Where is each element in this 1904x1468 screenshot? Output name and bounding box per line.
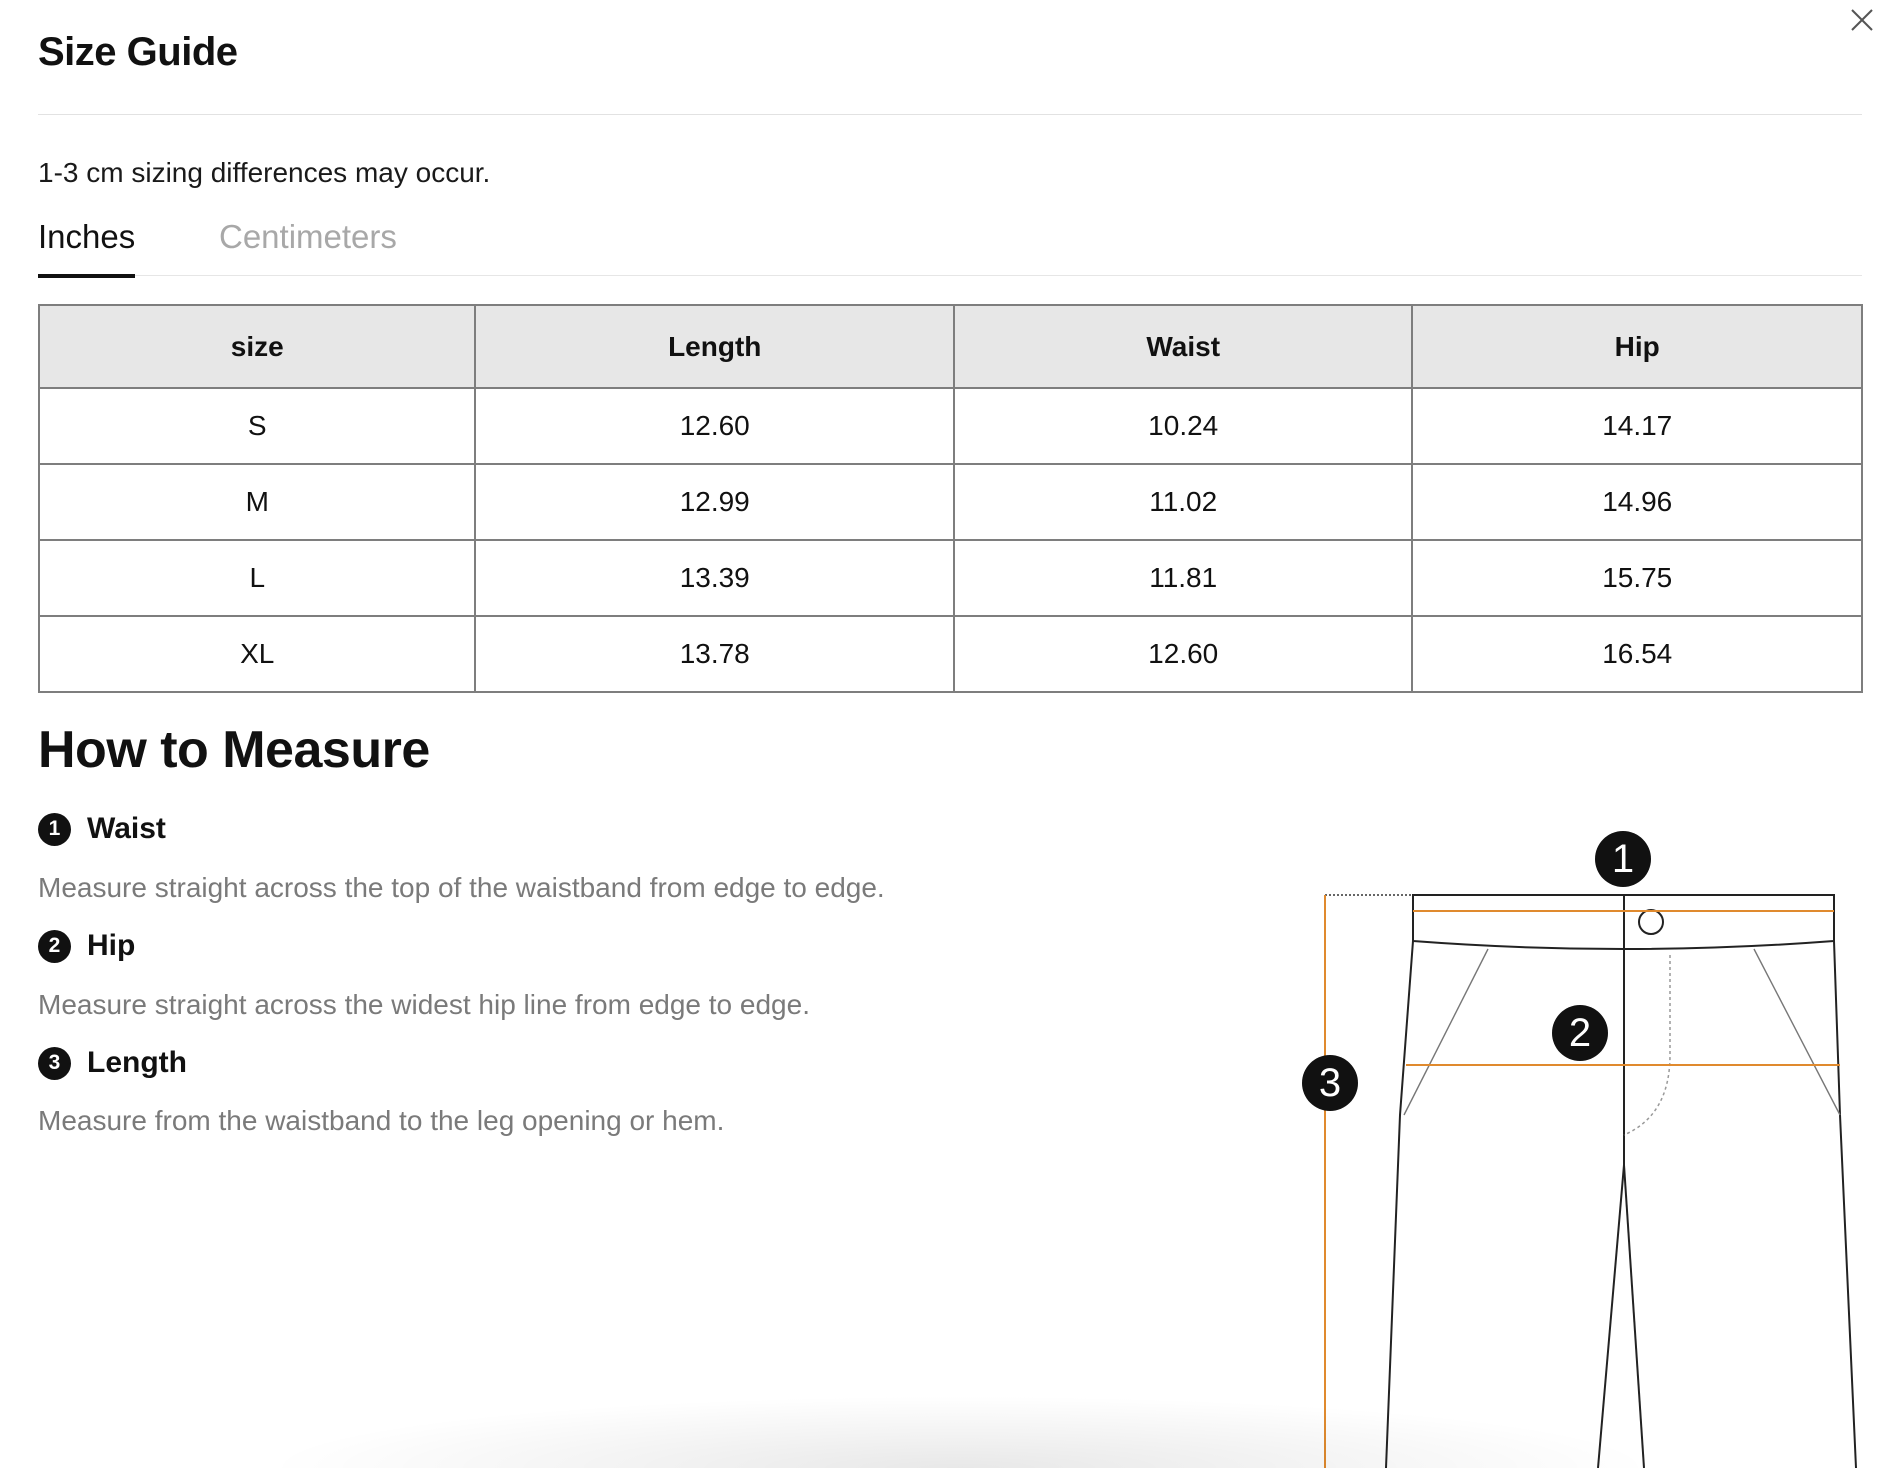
svg-text:2: 2 [1568,1011,1592,1055]
divider [38,114,1862,115]
table-cell: 12.60 [954,616,1412,692]
table-cell: 14.17 [1412,388,1862,464]
step-number-badge: 3 [38,1047,71,1080]
table-cell: 16.54 [1412,616,1862,692]
column-header: Hip [1412,305,1862,388]
step-label: Waist [87,812,166,845]
table-cell: 11.02 [954,464,1412,540]
table-cell: 13.78 [475,616,953,692]
table-cell: 10.24 [954,388,1412,464]
column-header: Waist [954,305,1412,388]
close-icon [1848,6,1876,34]
sizing-note: 1-3 cm sizing differences may occur. [38,157,491,188]
step-label: Length [87,1046,187,1079]
table-cell: 13.39 [475,540,953,616]
table-header-row [39,305,1862,388]
step-description: Measure straight across the top of the waistband from edge to edge. [38,872,885,903]
step-description: Measure from the waistband to the leg opening or hem. [38,1105,725,1136]
how-to-measure-title: How to Measure [38,721,430,779]
step-hip [38,929,135,963]
table-row [39,616,1862,692]
table-cell: 14.96 [1412,464,1862,540]
marker-1 [1595,831,1651,887]
step-description: Measure straight across the widest hip line from edge to edge. [38,989,810,1020]
svg-text:3: 3 [1318,1061,1342,1105]
table-cell: 11.81 [954,540,1412,616]
close-button[interactable] [1848,6,1876,34]
table-cell: 15.75 [1412,540,1862,616]
tab-inches[interactable]: Inches [38,218,135,276]
marker-2 [1552,1005,1608,1061]
table-cell: L [39,540,475,616]
svg-text:1: 1 [1611,837,1635,881]
table-row [39,464,1862,540]
step-waist [38,812,166,846]
step-label: Hip [87,929,136,962]
step-number-badge: 1 [38,813,71,846]
table-cell: XL [39,616,475,692]
pants-measurement-diagram [1260,815,1860,1468]
dialog-title: Size Guide [38,30,238,74]
step-number-badge: 2 [38,930,71,963]
table-cell: 12.99 [475,464,953,540]
table-cell: M [39,464,475,540]
table-cell: S [39,388,475,464]
size-table [38,304,1863,693]
table-row [39,388,1862,464]
table-row [39,540,1862,616]
unit-tabs [38,218,1862,276]
table-cell: 12.60 [475,388,953,464]
marker-3 [1302,1055,1358,1111]
column-header: size [39,305,475,388]
column-header: Length [475,305,953,388]
step-length [38,1046,187,1080]
tab-centimeters[interactable]: Centimeters [219,218,397,255]
